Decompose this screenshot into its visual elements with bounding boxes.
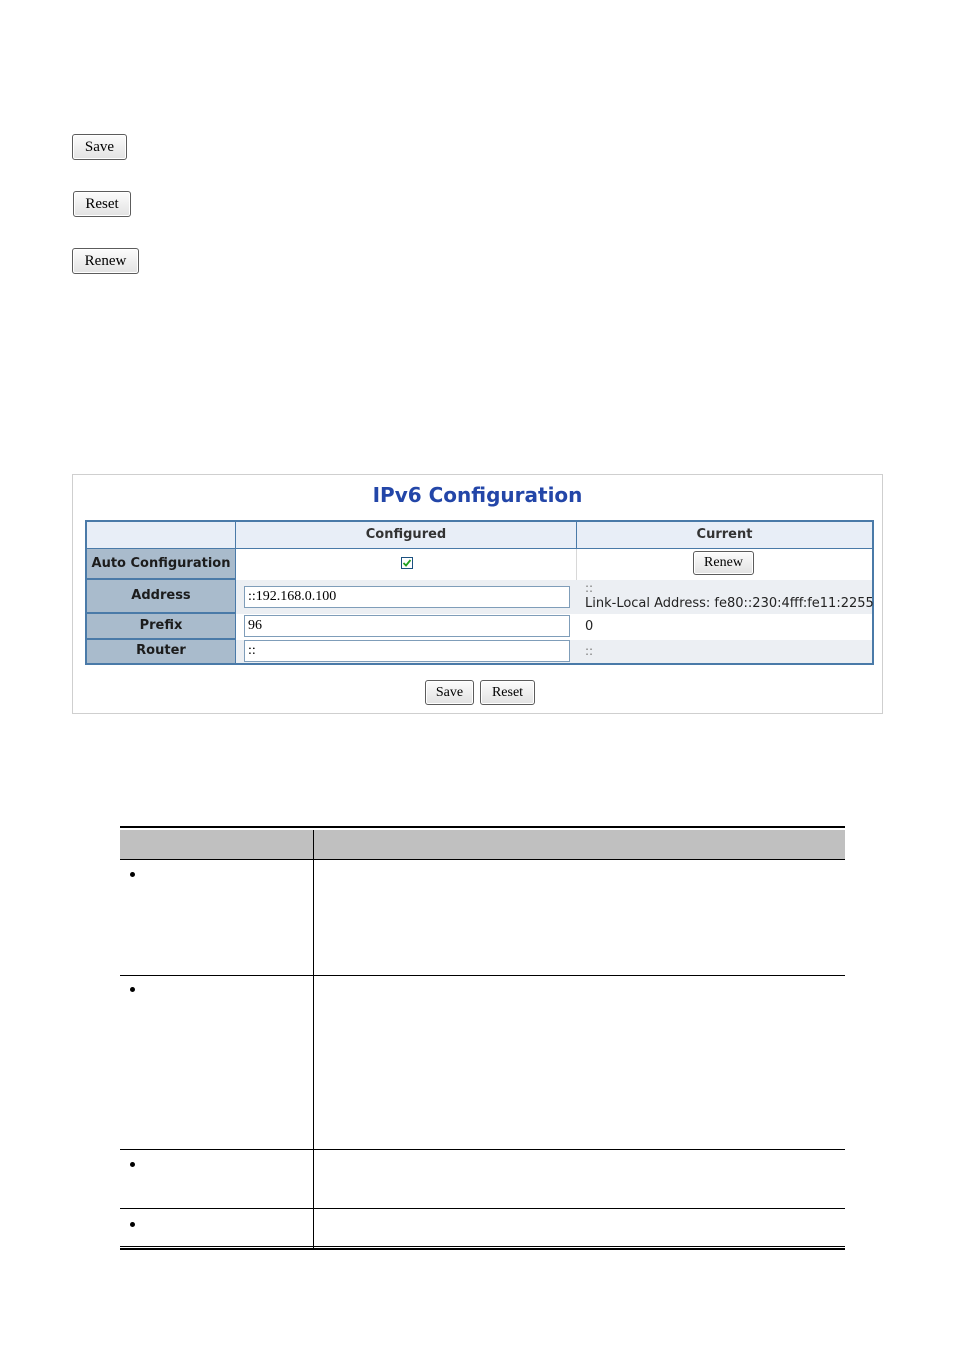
- address-current-value: ::: [585, 581, 594, 595]
- bullet-icon: [130, 1162, 135, 1167]
- object-description-table: [120, 826, 845, 1250]
- table-top-border: [120, 826, 845, 828]
- header-divider: [120, 859, 845, 860]
- ipv6-configuration-panel: [72, 474, 883, 714]
- row-divider: [120, 1149, 845, 1150]
- router-configured-cell: [236, 640, 577, 663]
- row-label-address: Address: [87, 580, 236, 614]
- checkmark-icon: [402, 558, 412, 568]
- panel-title: IPv6 Configuration: [372, 483, 583, 507]
- column-header-configured: Configured: [236, 522, 577, 549]
- auto-configuration-configured-cell: [236, 549, 577, 580]
- panel-reset-button[interactable]: Reset: [480, 680, 535, 705]
- address-current-cell: [577, 580, 872, 614]
- table-bottom-border: [120, 1246, 845, 1247]
- header-empty-cell: [87, 522, 236, 549]
- renew-button[interactable]: Renew: [72, 248, 139, 274]
- prefix-configured-cell: [236, 614, 577, 640]
- row-label-router: Router: [87, 640, 236, 663]
- address-input[interactable]: ::192.168.0.100: [244, 586, 570, 608]
- prefix-current-cell: [577, 614, 872, 640]
- row-label-auto-configuration: Auto Configuration: [87, 549, 236, 580]
- ipv6-config-table: [85, 520, 874, 665]
- column-divider: [313, 830, 314, 1248]
- reset-button[interactable]: Reset: [73, 191, 131, 217]
- row-divider: [120, 1208, 845, 1209]
- prefix-current-value: 0: [585, 619, 594, 634]
- table-bottom-border-thick: [120, 1248, 845, 1250]
- link-local-address: Link-Local Address: fe80::230:4fff:fe11:2255: [585, 596, 874, 611]
- prefix-input[interactable]: 96: [244, 615, 570, 637]
- bullet-icon: [130, 1222, 135, 1227]
- address-configured-cell: [236, 580, 577, 614]
- auto-configuration-current-cell: [577, 549, 872, 580]
- router-current-value: ::: [585, 644, 594, 658]
- router-current-cell: [577, 640, 872, 663]
- column-header-current: Current: [577, 522, 872, 549]
- bullet-icon: [130, 987, 135, 992]
- save-button[interactable]: Save: [72, 134, 127, 160]
- table-header-row: [120, 830, 845, 859]
- renew-button[interactable]: Renew: [693, 551, 754, 575]
- panel-save-button[interactable]: Save: [425, 680, 474, 705]
- row-label-prefix: Prefix: [87, 614, 236, 640]
- bullet-icon: [130, 872, 135, 877]
- row-divider: [120, 975, 845, 976]
- auto-configuration-checkbox[interactable]: [401, 557, 413, 569]
- router-input[interactable]: ::: [244, 640, 570, 662]
